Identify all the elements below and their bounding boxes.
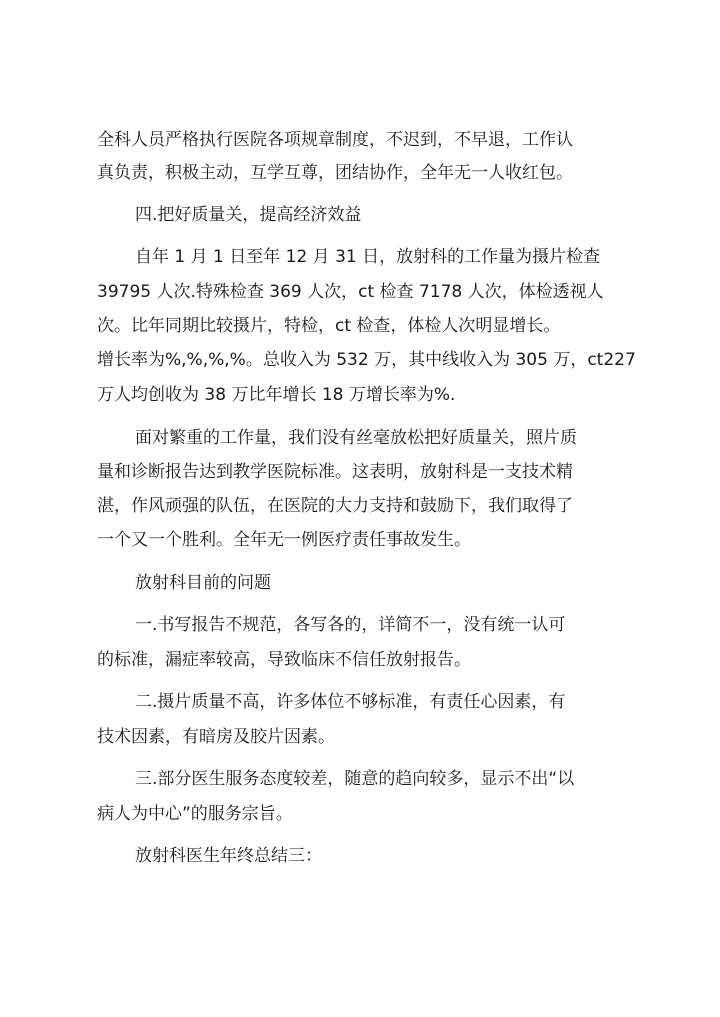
paragraph-line: 量和诊断报告达到教学医院标准。这表明，放射科是一支技术精 bbox=[97, 462, 573, 482]
paragraph-line: 湛，作风顽强的队伍，在医院的大力支持和鼓励下，我们取得了 bbox=[97, 496, 573, 516]
paragraph-line: 技术因素，有暗房及胶片因素。 bbox=[97, 727, 335, 747]
paragraph-line: 二.摄片质量不高，许多体位不够标准，有责任心因素，有 bbox=[135, 692, 566, 712]
paragraph-line: 万人均创收为 38 万比年增长 18 万增长率为%. bbox=[97, 385, 456, 405]
paragraph-line: 次。比年同期比较摄片，特检，ct 检查，体检人次明显增长。 bbox=[97, 316, 561, 336]
paragraph-line: 全科人员严格执行医院各项规章制度，不迟到，不早退，工作认 bbox=[97, 130, 573, 150]
section-heading: 四.把好质量关，提高经济效益 bbox=[135, 205, 362, 225]
paragraph-line: 真负责，积极主动，互学互尊，团结协作，全年无一人收红包。 bbox=[97, 163, 573, 183]
section-heading: 放射科目前的问题 bbox=[135, 573, 271, 593]
paragraph-line: 的标准，漏症率较高，导致临床不信任放射报告。 bbox=[97, 650, 471, 670]
section-heading: 放射科医生年终总结三： bbox=[135, 846, 322, 866]
paragraph-line: 自年 1 月 1 日至年 12 月 31 日，放射科的工作量为摄片检查 bbox=[135, 247, 601, 267]
paragraph-line: 面对繁重的工作量，我们没有丝毫放松把好质量关，照片质 bbox=[135, 428, 577, 448]
paragraph-line: 39795 人次.特殊检查 369 人次，ct 检查 7178 人次，体检透视人 bbox=[97, 282, 604, 302]
paragraph-line: 三.部分医生服务态度较差，随意的趋向较多，显示不出“以 bbox=[135, 769, 575, 789]
paragraph-line: 一.书写报告不规范，各写各的，详简不一，没有统一认可 bbox=[135, 615, 566, 635]
paragraph-line: 病人为中心”的服务宗旨。 bbox=[97, 804, 293, 824]
paragraph-line: 一个又一个胜利。全年无一例医疗责任事故发生。 bbox=[97, 530, 471, 550]
paragraph-line: 增长率为%,%,%,%。总收入为 532 万，其中线收入为 305 万，ct227 bbox=[97, 350, 636, 370]
